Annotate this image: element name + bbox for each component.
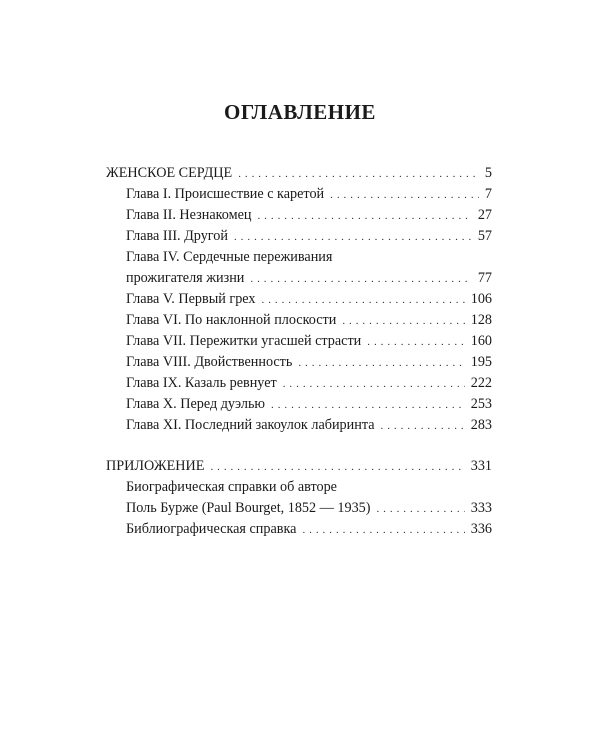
toc-entry-label: Глава VII. Пережитки угасшей страсти (126, 333, 362, 349)
toc-entry-label: Глава XI. Последний закоулок лабиринта (126, 417, 375, 433)
toc-page-number: 160 (470, 333, 492, 349)
table-of-contents (106, 163, 492, 540)
toc-page-number: 253 (470, 396, 492, 412)
dot-leader (302, 519, 464, 540)
toc-chapter-entry[interactable] (106, 310, 492, 331)
toc-page-number: 195 (470, 354, 492, 370)
toc-page-number: 7 (484, 186, 492, 202)
dot-leader (234, 226, 472, 247)
toc-entry-label: Глава IV. Сердечные переживания (126, 249, 333, 265)
dot-leader (250, 268, 471, 289)
toc-page-number: 222 (470, 375, 492, 391)
toc-page-number: 333 (470, 500, 492, 516)
toc-page-number: 283 (470, 417, 492, 433)
toc-chapter-entry[interactable] (106, 394, 492, 415)
dot-leader (367, 331, 464, 352)
section-spacer (106, 436, 492, 456)
dot-leader (210, 456, 464, 477)
toc-entry-label: Глава III. Другой (126, 228, 228, 244)
toc-entry-label: Глава VI. По наклонной плоскости (126, 312, 337, 328)
toc-entry-label: Глава X. Перед дуэлью (126, 396, 266, 412)
toc-entry-label: Глава II. Незнакомец (126, 207, 252, 223)
toc-entry-label: ЖЕНСКОЕ СЕРДЦЕ (106, 165, 233, 181)
dot-leader (257, 205, 471, 226)
toc-entry-label: Библиографическая справка (126, 521, 297, 537)
toc-page-number: 331 (470, 458, 492, 474)
dot-leader (342, 310, 464, 331)
toc-page-number: 106 (470, 291, 492, 307)
toc-entry-label: ПРИЛОЖЕНИЕ (106, 458, 205, 474)
toc-page-number: 57 (477, 228, 492, 244)
toc-appendix-entry-line1[interactable] (106, 477, 492, 498)
toc-page-number: 5 (484, 165, 492, 181)
dot-leader (381, 415, 465, 436)
toc-part-heading[interactable] (106, 456, 492, 477)
toc-entry-label: Биографическая справки об авторе (126, 479, 337, 495)
toc-page-number: 27 (477, 207, 492, 223)
toc-entry-label: Глава V. Первый грех (126, 291, 256, 307)
toc-entry-label: прожигателя жизни (126, 270, 245, 286)
toc-page-number: 77 (477, 270, 492, 286)
toc-entry-label: Глава I. Происшествие с каретой (126, 186, 325, 202)
toc-entry-label: Поль Бурже (Paul Bourget, 1852 — 1935) (126, 500, 371, 516)
toc-chapter-entry[interactable] (106, 226, 492, 247)
toc-chapter-entry[interactable] (106, 373, 492, 394)
toc-appendix-entry-line2[interactable] (106, 498, 492, 519)
toc-chapter-entry[interactable] (106, 415, 492, 436)
dot-leader (283, 373, 465, 394)
toc-chapter-entry-line1[interactable] (106, 247, 492, 268)
toc-part-heading[interactable] (106, 163, 492, 184)
dot-leader (238, 163, 479, 184)
toc-chapter-entry-line2[interactable] (106, 268, 492, 289)
dot-leader (298, 352, 464, 373)
dot-leader (262, 289, 465, 310)
toc-appendix-entry[interactable] (106, 519, 492, 540)
dot-leader (330, 184, 479, 205)
toc-entry-label: Глава IX. Казаль ревнует (126, 375, 277, 391)
dot-leader (376, 498, 464, 519)
toc-chapter-entry[interactable] (106, 184, 492, 205)
toc-page-number: 128 (470, 312, 492, 328)
toc-entry-label: Глава VIII. Двойственность (126, 354, 293, 370)
toc-chapter-entry[interactable] (106, 331, 492, 352)
toc-page-number: 336 (470, 521, 492, 537)
toc-chapter-entry[interactable] (106, 352, 492, 373)
toc-chapter-entry[interactable] (106, 289, 492, 310)
page-title: ОГЛАВЛЕНИЕ (224, 100, 376, 124)
toc-chapter-entry[interactable] (106, 205, 492, 226)
dot-leader (271, 394, 465, 415)
